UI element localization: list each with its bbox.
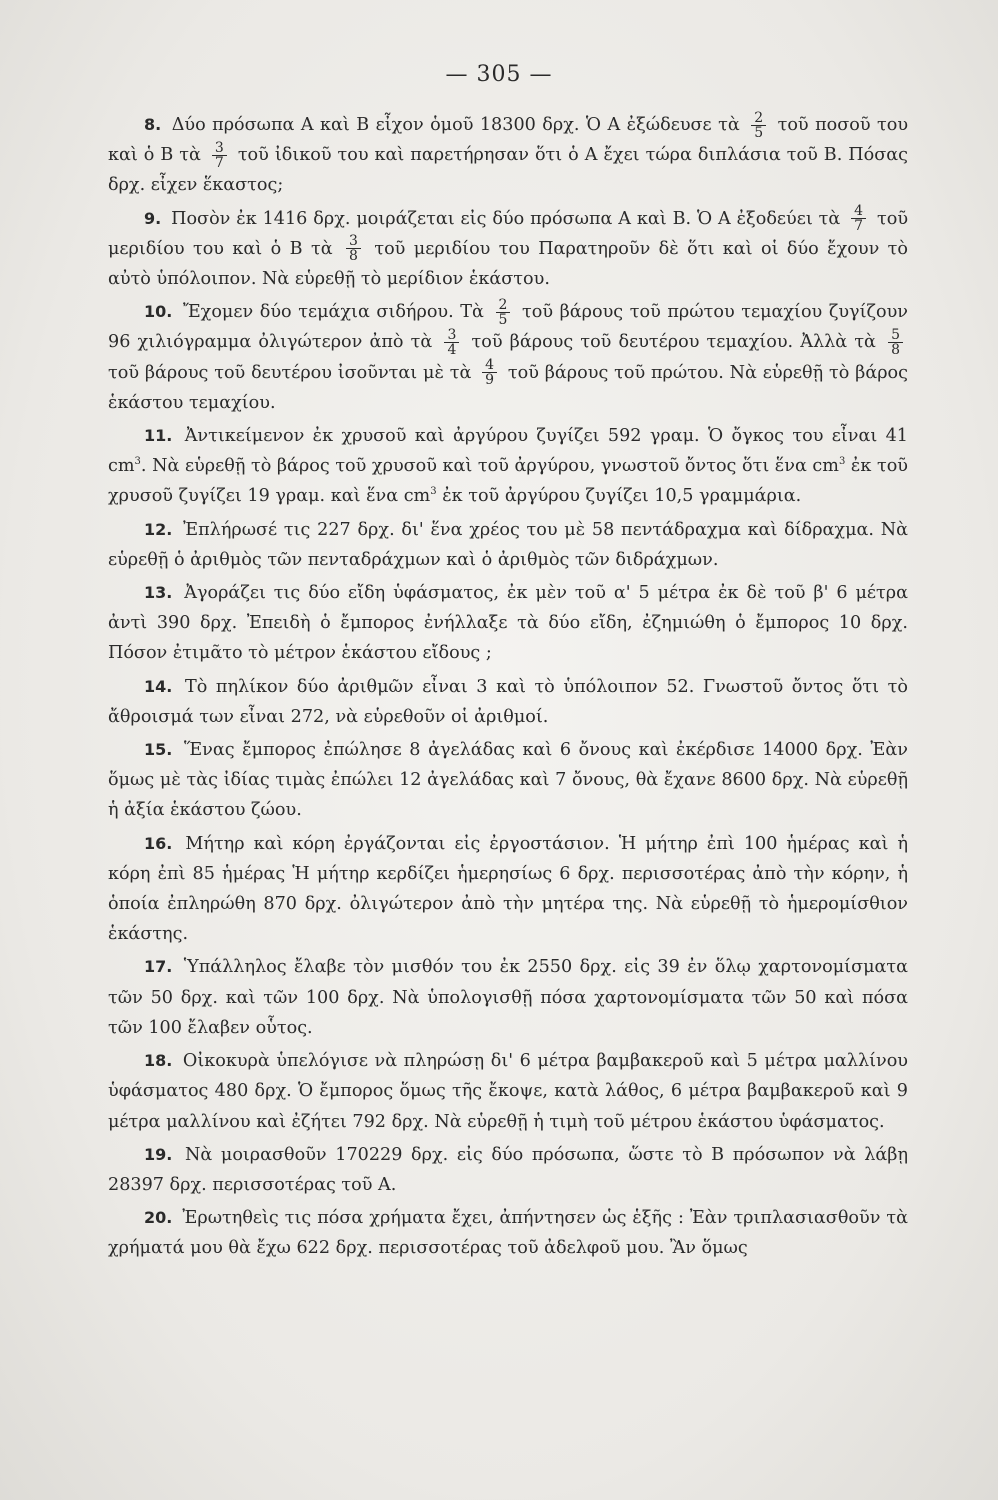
page-number: — 305 — <box>445 62 553 87</box>
problem-16 <box>108 829 908 950</box>
problem-number: 20. <box>144 1208 173 1228</box>
problem-number: 9. <box>144 208 162 228</box>
problem-18 <box>108 1046 908 1137</box>
problem-text: Τὸ πηλίκον δύο ἀριθμῶν εἶναι 3 καὶ τὸ ὑπόλοιπον 52. Γνωστοῦ ὄντος ὅτι τὸ ἄθροισμά των εἶναι 272, νὰ εὑρεθοῦν οἱ ἀριθμοί. <box>108 676 908 727</box>
problem-13 <box>108 578 908 669</box>
problem-20 <box>108 1203 908 1263</box>
problem-11: 11. Ἀντικείμενον ἐκ χρυσοῦ καὶ ἀργύρου ζυγίζει 592 γραμ. Ὁ ὄγκος του εἶναι 41 $cm^3$. Νὰ εὑρεθῇ τὸ βάρος τοῦ χρυσοῦ καὶ τοῦ ἀργύρου, γνωστοῦ ὄντος ὅτι ἕνα $cm^3$ ἐκ τοῦ χρυσοῦ ζυγίζει 19 γραμ. καὶ ἕνα $cm^3$ ἐκ τοῦ ἀργύρου ζυγίζει 10,5 γραμμάρια. <box>108 426 909 507</box>
problem-number: 15. <box>144 740 173 760</box>
fraction: $\frac{4}{9}$ <box>482 358 497 387</box>
fraction: $\frac{2}{5}$ <box>496 298 511 327</box>
problem-19 <box>108 1140 908 1200</box>
problem-number: 18. <box>144 1051 173 1071</box>
problem-number: 13. <box>144 583 173 603</box>
problem-text: Μήτηρ καὶ κόρη ἐργάζονται εἰς ἐργοστάσιον. Ἡ μήτηρ ἐπὶ 100 ἡμέρας καὶ ἡ κόρη ἐπὶ 85 ἡμέρας Ἡ μήτηρ κερδίζει ἡμερησίως 6 δρχ. περισσοτέρας ἀπὸ τὴν κόρην, ἡ ὁποία ἐπληρώθη 870 δρχ. ὀλιγώτερον ἀπὸ τὴν μητέρα της. Νὰ εὑρεθῇ τὸ ἡμερομίσθιον ἑκάστης. <box>108 833 909 945</box>
fraction: $\frac{2}{5}$ <box>751 111 766 140</box>
problem-text: Ἐπλήρωσέ τις 227 δρχ. δι' ἕνα χρέος του μὲ 58 πεντάδραχμα καὶ δίδραχμα. Νὰ εὑρεθῇ ὁ ἀριθμὸς τῶν πενταδράχμων καὶ ὁ ἀριθμὸς τῶν διδράχμων. <box>108 519 909 570</box>
problem-number: 8. <box>144 115 162 134</box>
problem-number: 14. <box>144 676 173 696</box>
problem-9: 9. Ποσὸν ἐκ 1416 δρχ. μοιράζεται εἰς δύο πρόσωπα Α καὶ Β. Ὁ Α ἐξοδεύει τὰ $\frac{4}{7}$ τοῦ μεριδίου του καὶ ὁ Β τὰ $\frac{3}{8}$ τοῦ μεριδίου του Παρατηροῦν δὲ ὅτι καὶ οἱ δύο ἔχουν τὸ αὐτὸ ὑπόλοιπον. Νὰ εὑρεθῇ τὸ μερίδιον ἑκάστου. <box>108 203 909 290</box>
fraction: $\frac{3}{8}$ <box>346 234 361 263</box>
fraction: $\frac{3}{7}$ <box>212 141 227 170</box>
problem-10: 10. Ἔχομεν δύο τεμάχια σιδήρου. Τὰ $\frac{2}{5}$ τοῦ βάρους τοῦ πρώτου τεμαχίου ζυγίζουν 96 χιλιόγραμμα ὀλιγώτερον ἀπὸ τὰ $\frac{3}{4}$ τοῦ βάρους τοῦ δευτέρου τεμαχίου. Ἀλλὰ τὰ $\frac{5}{8}$ τοῦ βάρους τοῦ δευτέρου ἰσοῦνται μὲ τὰ $\frac{4}{9}$ τοῦ βάρους τοῦ πρώτου. Νὰ εὑρεθῇ τὸ βάρος ἑκάστου τεμαχίου. <box>108 296 908 413</box>
problem-text: Ἕνας ἔμπορος ἐπώλησε 8 ἀγελάδας καὶ 6 ὄνους καὶ ἐκέρδισε 14000 δρχ. Ἐὰν ὅμως μὲ τὰς ἰδίας τιμὰς ἐπώλει 12 ἀγελάδας καὶ 7 ὄνους, θὰ ἔχανε 8600 δρχ. Νὰ εὑρεθῇ ἡ ἀξία ἑκάστου ζώου. <box>108 740 908 821</box>
problem-number: 11. <box>144 426 173 446</box>
problem-number: 17. <box>144 957 173 977</box>
problem-17 <box>108 952 908 1043</box>
fraction: $\frac{4}{7}$ <box>851 204 866 233</box>
problem-text: Ὑπάλληλος ἔλαβε τὸν μισθόν του ἐκ 2550 δρχ. εἰς 39 ἐν ὅλῳ χαρτονομίσματα τῶν 50 δρχ. καὶ τῶν 100 δρχ. Νὰ ὑπολογισθῇ πόσα χαρτονομίσματα τῶν 50 καὶ πόσα τῶν 100 ἔλαβεν οὗτος. <box>108 957 909 1038</box>
problem-list <box>108 110 908 1267</box>
problem-15 <box>108 735 908 826</box>
problem-number: 12. <box>144 519 173 539</box>
problem-number: 10. <box>144 302 173 322</box>
problem-text: Ἀγοράζει τις δύο εἴδη ὑφάσματος, ἐκ μὲν τοῦ α' 5 μέτρα ἐκ δὲ τοῦ β' 6 μέτρα ἀντὶ 390 δρχ. Ἐπειδὴ ὁ ἔμπορος ἐνήλλαξε τὰ δύο εἴδη, ἐζημιώθη ὁ ἔμπορος 10 δρχ. Πόσον ἐτιμᾶτο τὸ μέτρον ἑκάστου εἴδους ; <box>108 583 908 664</box>
problem-number: 19. <box>144 1144 173 1164</box>
problem-14 <box>108 672 908 732</box>
fraction: $\frac{5}{8}$ <box>888 328 903 357</box>
problem-text: Νὰ μοιρασθοῦν 170229 δρχ. εἰς δύο πρόσωπα, ὥστε τὸ Β πρόσωπον νὰ λάβῃ 28397 δρχ. περισσοτέρας τοῦ Α. <box>108 1144 908 1195</box>
fraction: $\frac{3}{4}$ <box>444 328 459 357</box>
problem-8: 8. Δύο πρόσωπα Α καὶ Β εἶχον ὁμοῦ 18300 δρχ. Ὁ Α ἐξώδευσε τὰ $\frac{2}{5}$ τοῦ ποσοῦ του καὶ ὁ Β τὰ $\frac{3}{7}$ τοῦ ἰδικοῦ του καὶ παρετήρησαν ὅτι ὁ Α ἔχει τώρα διπλάσια τοῦ Β. Πόσας δρχ. εἶχεν ἕκαστος; <box>108 109 909 196</box>
problem-number: 16. <box>144 833 173 853</box>
problem-text: Οἰκοκυρὰ ὑπελόγισε νὰ πληρώσῃ δι' 6 μέτρα βαμβακεροῦ καὶ 5 μέτρα μαλλίνου ὑφάσματος 480 δρχ. Ὁ ἔμπορος ὅμως τῆς ἔκοψε, κατὰ λάθος, 6 μέτρα βαμβακεροῦ καὶ 9 μέτρα μαλλίνου καὶ ἐζήτει 792 δρχ. Νὰ εὑρεθῇ ἡ τιμὴ τοῦ μέτρου ἑκάστου ὑφάσματος. <box>108 1051 909 1132</box>
problem-text: Ἐρωτηθεὶς τις πόσα χρήματα ἔχει, ἀπήντησεν ὡς ἑξῆς : Ἐὰν τριπλασιασθοῦν τὰ χρήματά μου θὰ ἔχω 622 δρχ. περισσοτέρας τοῦ ἀδελφοῦ μου. Ἂν ὅμως <box>108 1208 909 1259</box>
problem-12 <box>108 515 908 575</box>
